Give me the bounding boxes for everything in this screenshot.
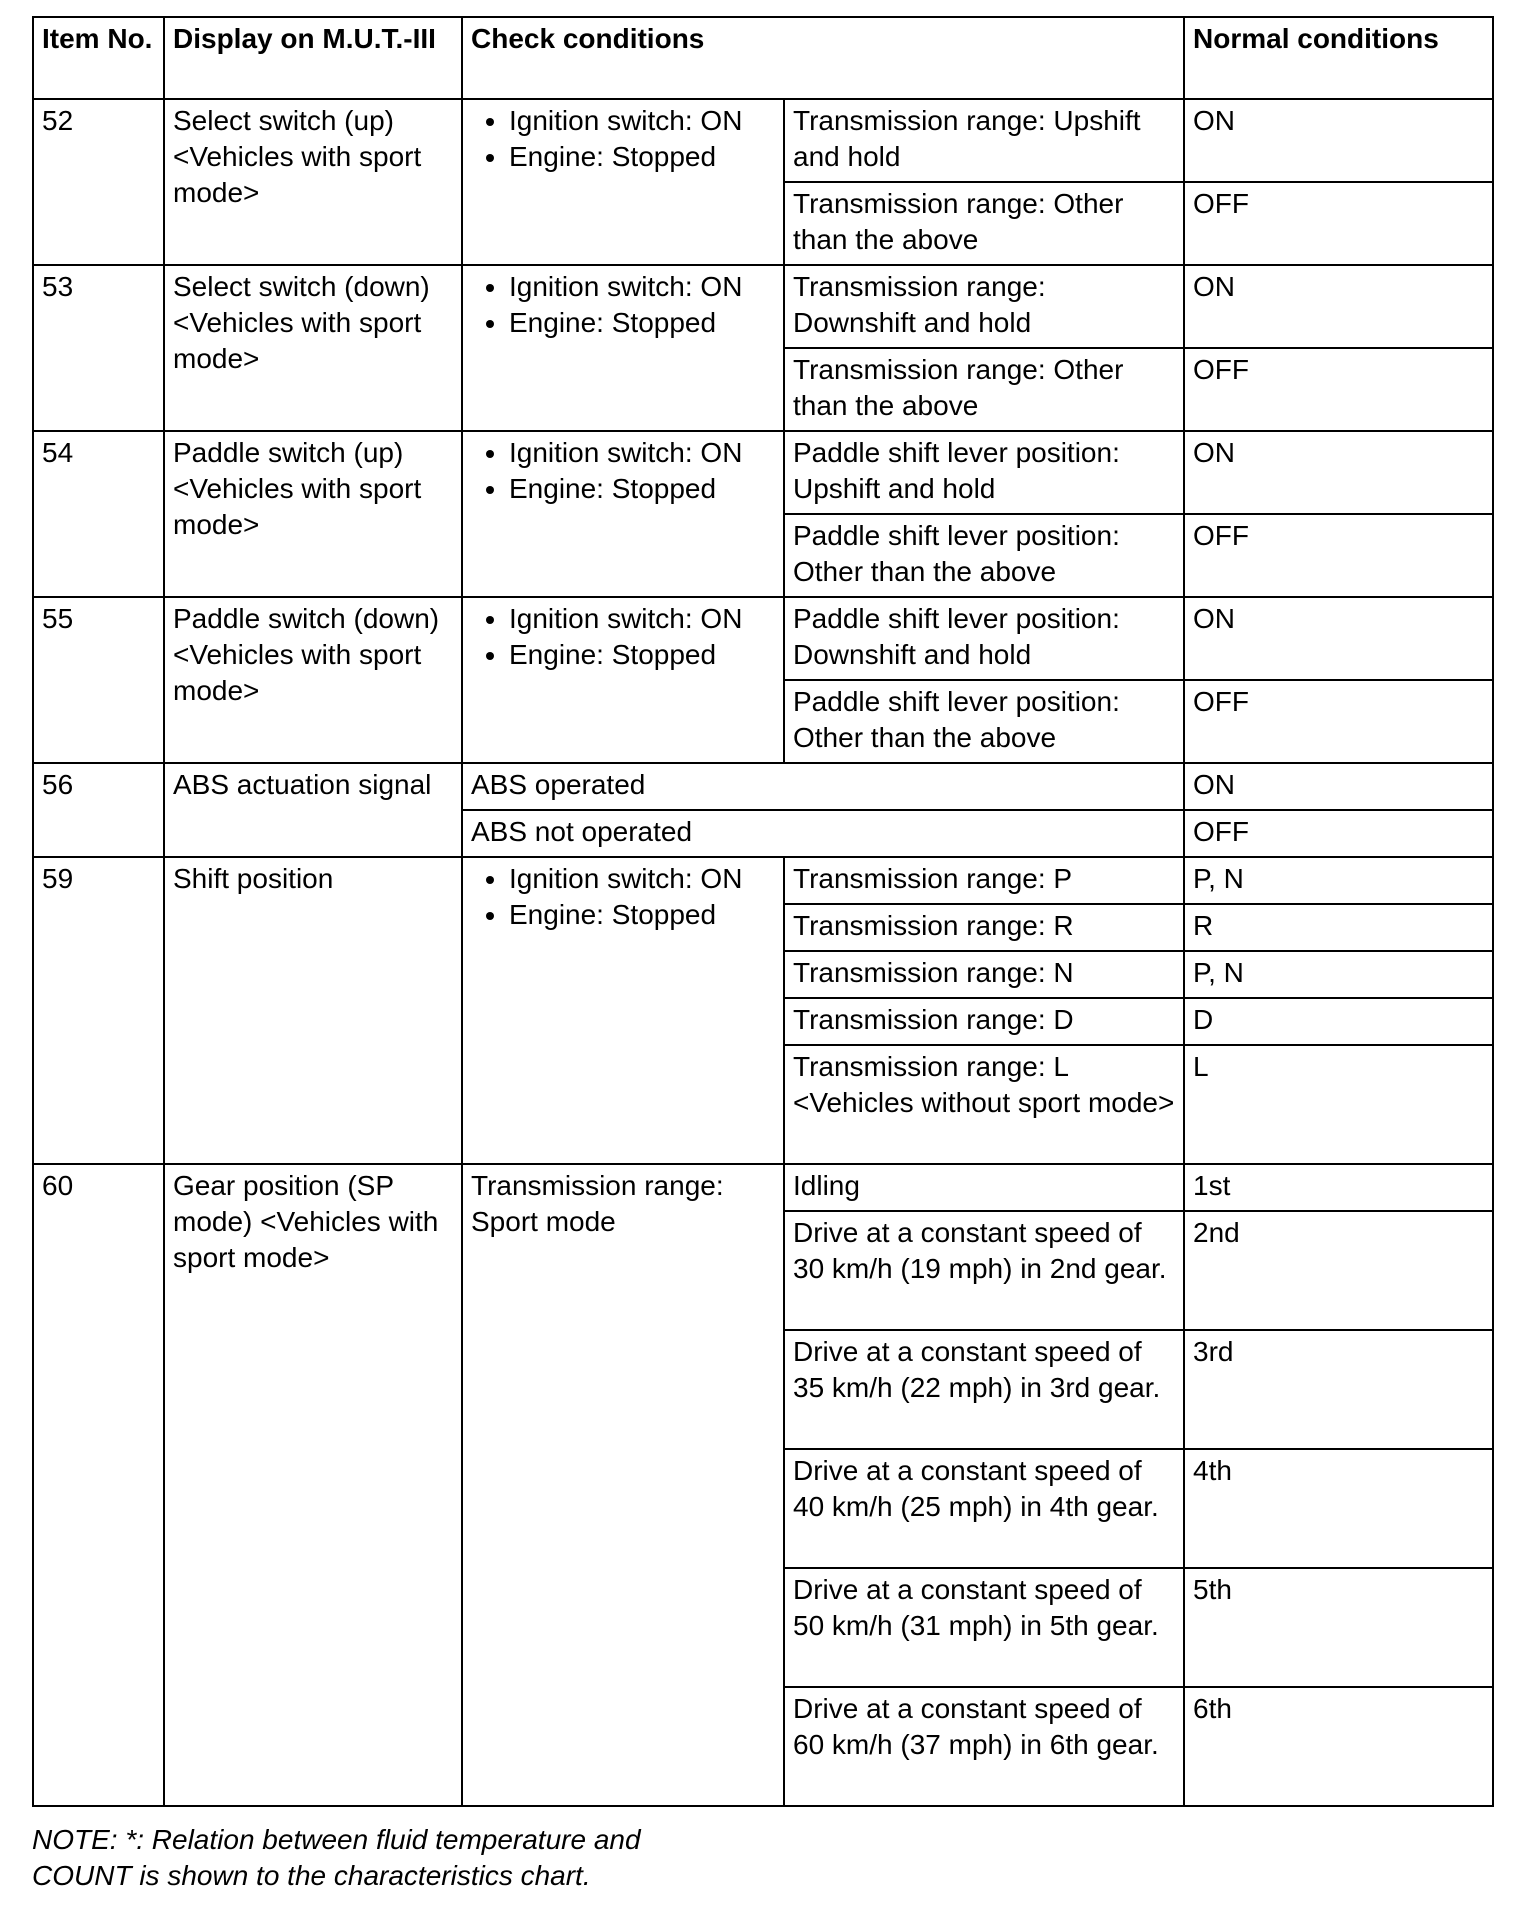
check-common-cell bbox=[462, 857, 784, 1164]
footnote-line-2: COUNT is shown to the characteristics chart. bbox=[32, 1860, 591, 1891]
table-row bbox=[33, 857, 1493, 904]
table-row bbox=[33, 763, 1493, 810]
normal-cell: ON bbox=[1184, 99, 1493, 182]
header-display: Display on M.U.T.-III bbox=[164, 17, 462, 99]
display-cell: Paddle switch (down) <Vehicles with sport mode> bbox=[164, 597, 462, 763]
display-cell: Paddle switch (up) <Vehicles with sport mode> bbox=[164, 431, 462, 597]
check-common-cell bbox=[462, 99, 784, 265]
ignition-condition: • Ignition switch: ON bbox=[509, 861, 775, 897]
normal-cell: 5th bbox=[1184, 1568, 1493, 1687]
check-detail-cell: Drive at a constant speed of 50 km/h (31 mph) in 5th gear. bbox=[784, 1568, 1184, 1687]
check-detail-cell: Drive at a constant speed of 35 km/h (22 mph) in 3rd gear. bbox=[784, 1330, 1184, 1449]
check-common-cell bbox=[462, 597, 784, 763]
item-no-cell: 52 bbox=[33, 99, 164, 265]
display-cell: Select switch (down) <Vehicles with sport mode> bbox=[164, 265, 462, 431]
normal-cell: L bbox=[1184, 1045, 1493, 1164]
check-detail-cell: Transmission range: L <Vehicles without sport mode> bbox=[784, 1045, 1184, 1164]
engine-condition: • Engine: Stopped bbox=[509, 637, 775, 673]
check-detail-cell: Transmission range: R bbox=[784, 904, 1184, 951]
ignition-condition: • Ignition switch: ON bbox=[509, 269, 775, 305]
display-cell: Shift position bbox=[164, 857, 462, 1164]
check-detail-cell: Drive at a constant speed of 60 km/h (37 mph) in 6th gear. bbox=[784, 1687, 1184, 1806]
engine-condition: • Engine: Stopped bbox=[509, 305, 775, 341]
check-detail-cell: Transmission range: Downshift and hold bbox=[784, 265, 1184, 348]
check-detail-cell: Transmission range: D bbox=[784, 998, 1184, 1045]
normal-cell: 2nd bbox=[1184, 1211, 1493, 1330]
item-no-cell: 60 bbox=[33, 1164, 164, 1806]
ignition-condition: • Ignition switch: ON bbox=[509, 601, 775, 637]
header-check-conditions: Check conditions bbox=[462, 17, 1184, 99]
normal-cell: P, N bbox=[1184, 857, 1493, 904]
check-detail-cell: ABS operated bbox=[462, 763, 1184, 810]
normal-cell: ON bbox=[1184, 431, 1493, 514]
footnote bbox=[32, 1822, 792, 1894]
ignition-condition: • Ignition switch: ON bbox=[509, 103, 775, 139]
check-detail-cell: Transmission range: Other than the above bbox=[784, 182, 1184, 265]
check-common-cell: Transmission range: Sport mode bbox=[462, 1164, 784, 1806]
item-no-cell: 56 bbox=[33, 763, 164, 857]
header-row bbox=[33, 17, 1493, 99]
footnote-line-1: NOTE: *: Relation between fluid temperature and bbox=[32, 1824, 641, 1855]
check-detail-cell: Transmission range: N bbox=[784, 951, 1184, 998]
item-no-cell: 53 bbox=[33, 265, 164, 431]
normal-cell: 6th bbox=[1184, 1687, 1493, 1806]
item-no-cell: 54 bbox=[33, 431, 164, 597]
normal-cell: P, N bbox=[1184, 951, 1493, 998]
check-detail-cell: Drive at a constant speed of 40 km/h (25 mph) in 4th gear. bbox=[784, 1449, 1184, 1568]
normal-cell: 3rd bbox=[1184, 1330, 1493, 1449]
table-row bbox=[33, 431, 1493, 514]
check-detail-cell: Paddle shift lever position: Upshift and hold bbox=[784, 431, 1184, 514]
check-detail-cell: Paddle shift lever position: Other than the above bbox=[784, 680, 1184, 763]
display-cell: Select switch (up) <Vehicles with sport mode> bbox=[164, 99, 462, 265]
check-detail-cell: Paddle shift lever position: Other than the above bbox=[784, 514, 1184, 597]
item-no-cell: 55 bbox=[33, 597, 164, 763]
table-row bbox=[33, 1164, 1493, 1211]
normal-cell: OFF bbox=[1184, 680, 1493, 763]
check-detail-cell: Transmission range: Other than the above bbox=[784, 348, 1184, 431]
normal-cell: OFF bbox=[1184, 348, 1493, 431]
engine-condition: • Engine: Stopped bbox=[509, 471, 775, 507]
engine-condition: • Engine: Stopped bbox=[509, 139, 775, 175]
check-detail-cell: ABS not operated bbox=[462, 810, 1184, 857]
normal-cell: ON bbox=[1184, 265, 1493, 348]
table-row bbox=[33, 265, 1493, 348]
normal-cell: ON bbox=[1184, 763, 1493, 810]
check-detail-cell: Drive at a constant speed of 30 km/h (19 mph) in 2nd gear. bbox=[784, 1211, 1184, 1330]
ignition-condition: • Ignition switch: ON bbox=[509, 435, 775, 471]
engine-condition: • Engine: Stopped bbox=[509, 897, 775, 933]
data-table-container bbox=[32, 16, 1492, 1807]
check-detail-cell: Transmission range: P bbox=[784, 857, 1184, 904]
normal-cell: 1st bbox=[1184, 1164, 1493, 1211]
normal-cell: OFF bbox=[1184, 514, 1493, 597]
normal-cell: OFF bbox=[1184, 182, 1493, 265]
item-no-cell: 59 bbox=[33, 857, 164, 1164]
check-common-cell bbox=[462, 431, 784, 597]
normal-cell: R bbox=[1184, 904, 1493, 951]
check-detail-cell: Idling bbox=[784, 1164, 1184, 1211]
header-normal-conditions: Normal conditions bbox=[1184, 17, 1493, 99]
mut-data-table bbox=[32, 16, 1494, 1807]
check-detail-cell: Paddle shift lever position: Downshift and hold bbox=[784, 597, 1184, 680]
display-cell: ABS actuation signal bbox=[164, 763, 462, 857]
check-common-cell bbox=[462, 265, 784, 431]
normal-cell: 4th bbox=[1184, 1449, 1493, 1568]
display-cell: Gear position (SP mode) <Vehicles with sport mode> bbox=[164, 1164, 462, 1806]
normal-cell: ON bbox=[1184, 597, 1493, 680]
table-row bbox=[33, 99, 1493, 182]
table-row bbox=[33, 597, 1493, 680]
normal-cell: D bbox=[1184, 998, 1493, 1045]
header-item-no: Item No. bbox=[33, 17, 164, 99]
normal-cell: OFF bbox=[1184, 810, 1493, 857]
check-detail-cell: Transmission range: Upshift and hold bbox=[784, 99, 1184, 182]
